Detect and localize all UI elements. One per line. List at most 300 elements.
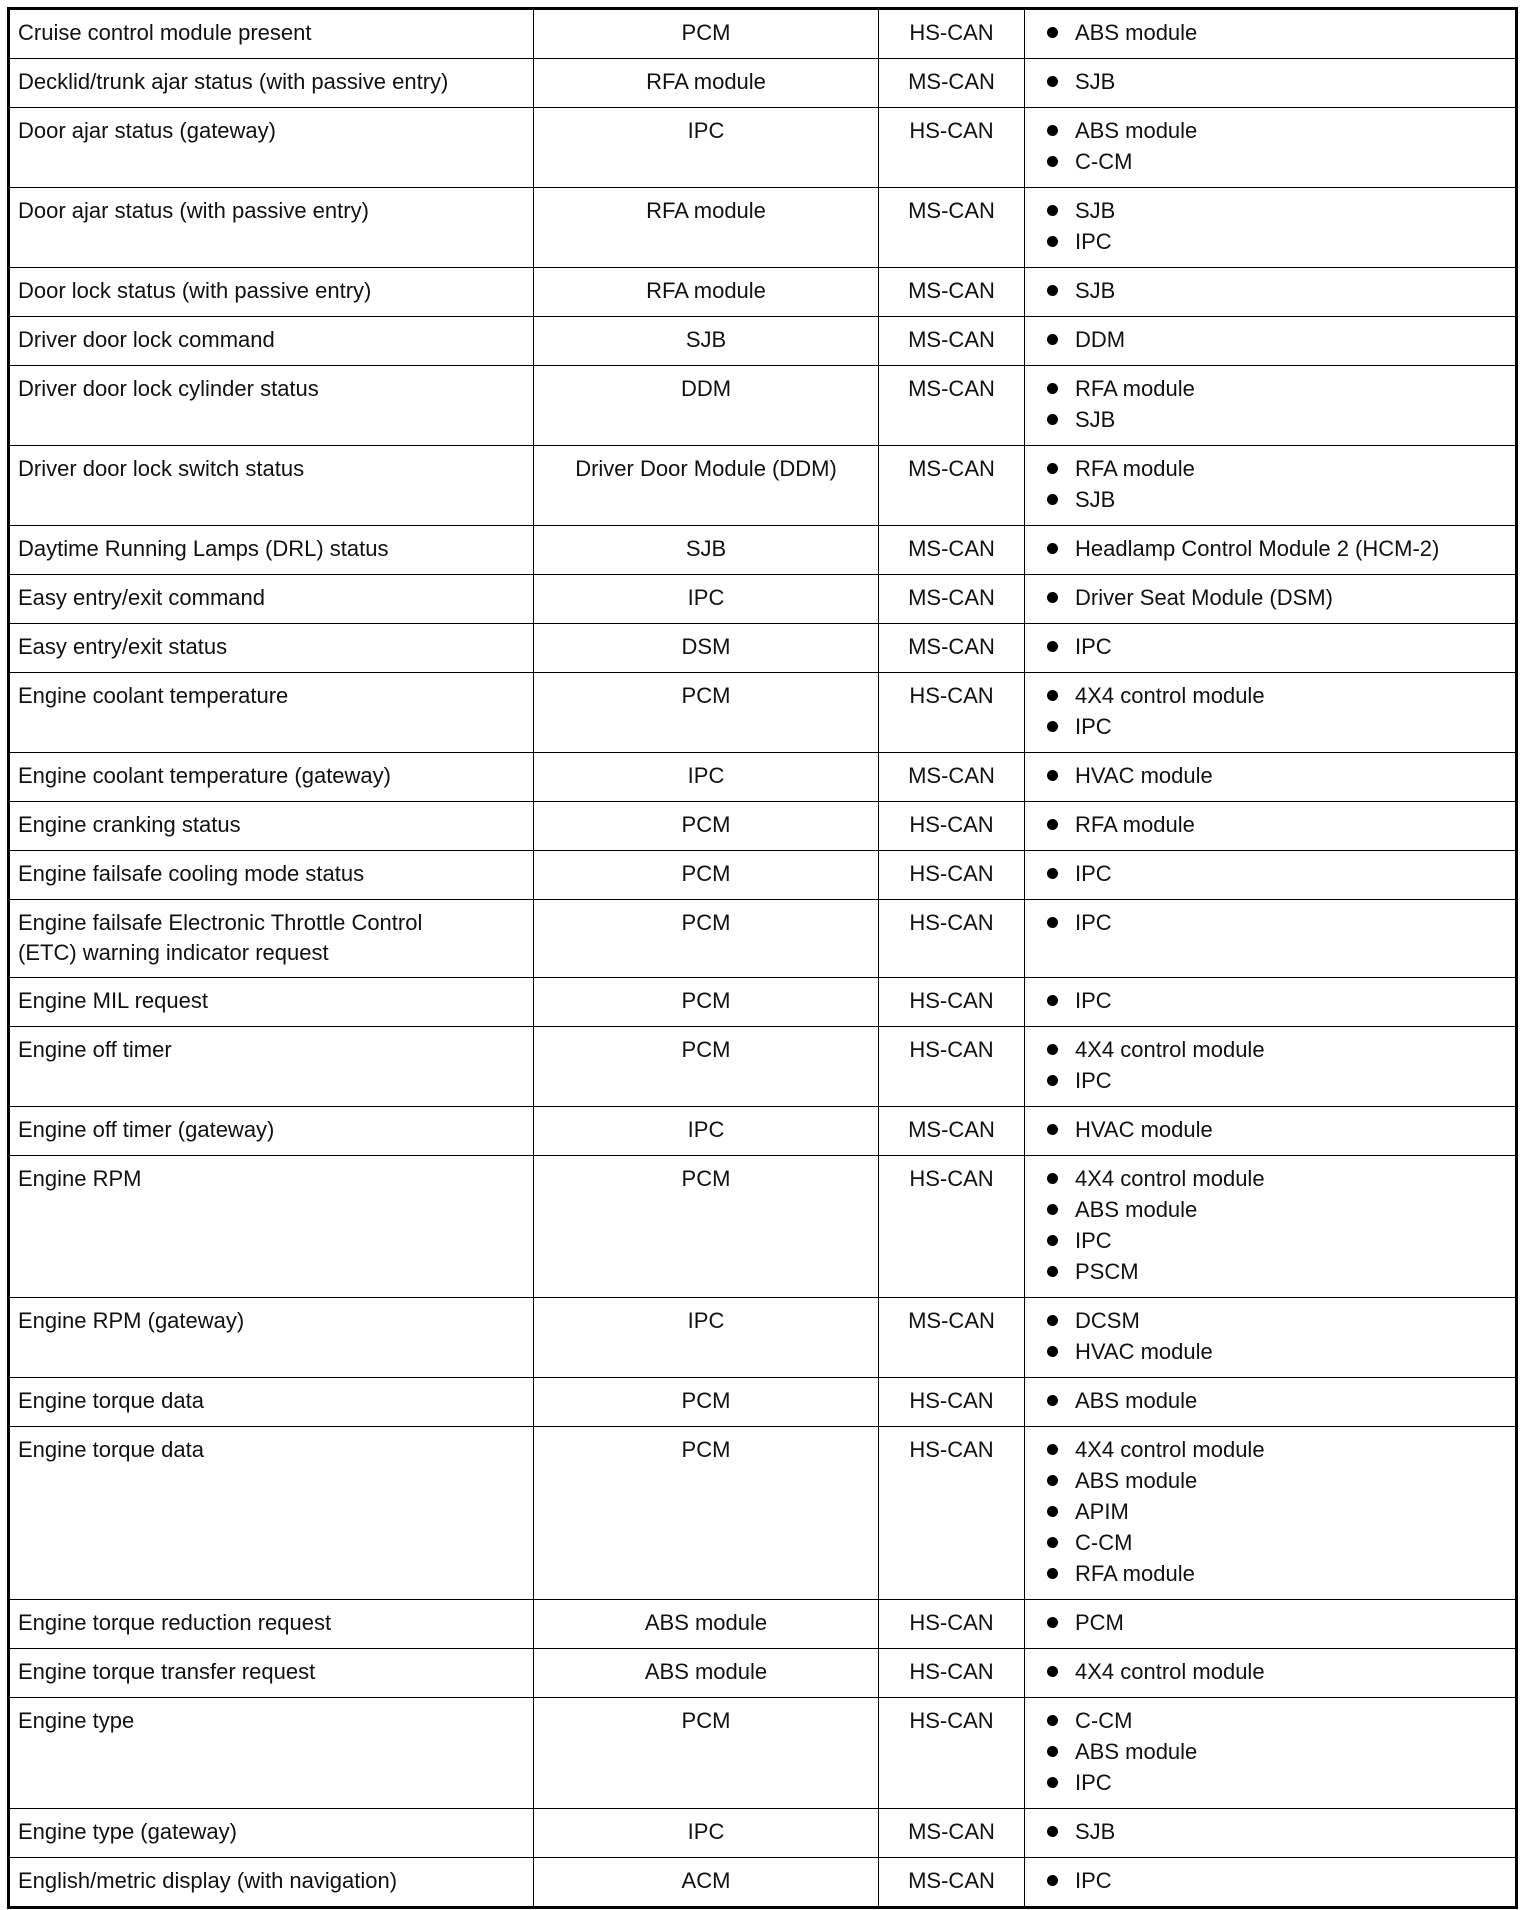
- bullet-icon: [1047, 868, 1058, 879]
- message-cell: Cruise control module present: [9, 9, 534, 59]
- network-cell: MS-CAN: [879, 1298, 1025, 1378]
- receiver-label: 4X4 control module: [1075, 1037, 1265, 1062]
- transmitter-cell: PCM: [534, 1027, 879, 1107]
- receivers-cell: [1025, 526, 1517, 575]
- network-cell: HS-CAN: [879, 9, 1025, 59]
- receiver-label: 4X4 control module: [1075, 1166, 1265, 1191]
- receivers-cell: [1025, 753, 1517, 802]
- receiver-item: [1045, 194, 1507, 227]
- network-cell: HS-CAN: [879, 900, 1025, 978]
- receiver-item: [1045, 630, 1507, 663]
- message-cell: Driver door lock cylinder status: [9, 366, 534, 446]
- receiver-label: IPC: [1075, 988, 1112, 1013]
- network-cell: HS-CAN: [879, 1698, 1025, 1809]
- receiver-label: HVAC module: [1075, 763, 1213, 788]
- bullet-icon: [1047, 1346, 1058, 1357]
- receivers-cell: [1025, 575, 1517, 624]
- table-row: [9, 9, 1517, 59]
- bullet-icon: [1047, 156, 1058, 167]
- receiver-item: [1045, 759, 1507, 792]
- receiver-label: RFA module: [1075, 812, 1195, 837]
- bullet-icon: [1047, 1266, 1058, 1277]
- receiver-item: [1045, 1033, 1507, 1066]
- network-cell: HS-CAN: [879, 802, 1025, 851]
- receiver-label: IPC: [1075, 1068, 1112, 1093]
- bullet-icon: [1047, 463, 1058, 474]
- transmitter-cell: IPC: [534, 1809, 879, 1858]
- receivers-cell: [1025, 1027, 1517, 1107]
- receiver-list: [1045, 1655, 1507, 1688]
- network-cell: MS-CAN: [879, 575, 1025, 624]
- table-row: [9, 900, 1517, 978]
- message-cell: Engine off timer (gateway): [9, 1107, 534, 1156]
- receivers-cell: [1025, 108, 1517, 188]
- table-row: [9, 1698, 1517, 1809]
- transmitter-cell: PCM: [534, 900, 879, 978]
- transmitter-cell: PCM: [534, 851, 879, 900]
- bullet-icon: [1047, 125, 1058, 136]
- message-cell: Engine cranking status: [9, 802, 534, 851]
- bullet-icon: [1047, 1235, 1058, 1246]
- bullet-icon: [1047, 917, 1058, 928]
- receiver-list: [1045, 323, 1507, 356]
- table-row: [9, 1156, 1517, 1298]
- transmitter-cell: PCM: [534, 1378, 879, 1427]
- receiver-item: [1045, 1304, 1507, 1337]
- message-cell: Engine RPM: [9, 1156, 534, 1298]
- bullet-icon: [1047, 1826, 1058, 1837]
- transmitter-cell: DSM: [534, 624, 879, 673]
- receiver-list: [1045, 1162, 1507, 1288]
- receivers-cell: [1025, 624, 1517, 673]
- message-cell: Engine coolant temperature (gateway): [9, 753, 534, 802]
- receiver-list: [1045, 1433, 1507, 1590]
- receiver-item: [1045, 984, 1507, 1017]
- message-cell: Engine torque data: [9, 1378, 534, 1427]
- bullet-icon: [1047, 690, 1058, 701]
- receiver-item: [1045, 225, 1507, 258]
- table-row: [9, 624, 1517, 673]
- receiver-item: [1045, 323, 1507, 356]
- receiver-list: [1045, 65, 1507, 98]
- message-cell: [9, 900, 534, 978]
- receiver-item: [1045, 65, 1507, 98]
- receiver-label: DDM: [1075, 327, 1126, 352]
- transmitter-cell: PCM: [534, 1698, 879, 1809]
- message-cell: Daytime Running Lamps (DRL) status: [9, 526, 534, 575]
- receivers-cell: [1025, 1107, 1517, 1156]
- message-cell: Engine type (gateway): [9, 1809, 534, 1858]
- table-body: [9, 9, 1517, 1908]
- receiver-item: [1045, 1735, 1507, 1768]
- table-row: [9, 108, 1517, 188]
- receiver-label: IPC: [1075, 714, 1112, 739]
- table-row: [9, 446, 1517, 526]
- receivers-cell: [1025, 317, 1517, 366]
- receiver-label: ABS module: [1075, 1739, 1198, 1764]
- transmitter-cell: PCM: [534, 802, 879, 851]
- bullet-icon: [1047, 1746, 1058, 1757]
- receivers-cell: [1025, 1298, 1517, 1378]
- table-row: [9, 268, 1517, 317]
- receiver-label: SJB: [1075, 278, 1116, 303]
- bullet-icon: [1047, 641, 1058, 652]
- transmitter-cell: IPC: [534, 108, 879, 188]
- table-row: [9, 1427, 1517, 1600]
- message-cell: Engine MIL request: [9, 978, 534, 1027]
- transmitter-cell: IPC: [534, 1107, 879, 1156]
- receiver-item: [1045, 483, 1507, 516]
- receiver-label: ABS module: [1075, 1468, 1198, 1493]
- network-cell: MS-CAN: [879, 59, 1025, 108]
- network-cell: HS-CAN: [879, 1427, 1025, 1600]
- receiver-list: [1045, 532, 1507, 565]
- receiver-list: [1045, 1113, 1507, 1146]
- receiver-item: [1045, 145, 1507, 178]
- transmitter-cell: RFA module: [534, 59, 879, 108]
- table-row: [9, 1378, 1517, 1427]
- bullet-icon: [1047, 1044, 1058, 1055]
- table-row: [9, 673, 1517, 753]
- message-cell: Easy entry/exit status: [9, 624, 534, 673]
- bullet-icon: [1047, 1875, 1058, 1886]
- receiver-label: SJB: [1075, 69, 1116, 94]
- receivers-cell: [1025, 851, 1517, 900]
- receiver-label: RFA module: [1075, 376, 1195, 401]
- transmitter-cell: RFA module: [534, 188, 879, 268]
- receiver-label: IPC: [1075, 910, 1112, 935]
- bullet-icon: [1047, 285, 1058, 296]
- receivers-cell: [1025, 9, 1517, 59]
- receiver-item: [1045, 1557, 1507, 1590]
- message-cell: Driver door lock switch status: [9, 446, 534, 526]
- receiver-item: [1045, 906, 1507, 939]
- bullet-icon: [1047, 1444, 1058, 1455]
- receiver-list: [1045, 1304, 1507, 1368]
- receiver-list: [1045, 452, 1507, 516]
- bullet-icon: [1047, 1315, 1058, 1326]
- bullet-icon: [1047, 205, 1058, 216]
- message-cell: Engine torque transfer request: [9, 1649, 534, 1698]
- transmitter-cell: SJB: [534, 526, 879, 575]
- receivers-cell: [1025, 978, 1517, 1027]
- bullet-icon: [1047, 721, 1058, 732]
- receiver-label: ABS module: [1075, 1197, 1198, 1222]
- transmitter-cell: ACM: [534, 1858, 879, 1908]
- receiver-item: [1045, 1704, 1507, 1737]
- transmitter-cell: DDM: [534, 366, 879, 446]
- receiver-item: [1045, 532, 1507, 565]
- network-cell: HS-CAN: [879, 108, 1025, 188]
- bullet-icon: [1047, 1666, 1058, 1677]
- network-cell: MS-CAN: [879, 366, 1025, 446]
- receiver-item: [1045, 1113, 1507, 1146]
- network-cell: HS-CAN: [879, 978, 1025, 1027]
- receiver-item: [1045, 1433, 1507, 1466]
- network-message-table: [7, 7, 1518, 1909]
- transmitter-cell: PCM: [534, 1156, 879, 1298]
- table-row: [9, 753, 1517, 802]
- receiver-item: [1045, 1815, 1507, 1848]
- receivers-cell: [1025, 188, 1517, 268]
- receiver-item: [1045, 1255, 1507, 1288]
- receiver-label: Driver Seat Module (DSM): [1075, 585, 1333, 610]
- receiver-label: IPC: [1075, 861, 1112, 886]
- table-row: [9, 59, 1517, 108]
- receiver-item: [1045, 452, 1507, 485]
- receivers-cell: [1025, 1698, 1517, 1809]
- table-row: [9, 1298, 1517, 1378]
- receiver-label: PCM: [1075, 1610, 1124, 1635]
- receivers-cell: [1025, 446, 1517, 526]
- bullet-icon: [1047, 236, 1058, 247]
- network-cell: MS-CAN: [879, 753, 1025, 802]
- receiver-label: IPC: [1075, 1228, 1112, 1253]
- transmitter-cell: RFA module: [534, 268, 879, 317]
- table-row: [9, 317, 1517, 366]
- receiver-item: [1045, 857, 1507, 890]
- receivers-cell: [1025, 1858, 1517, 1908]
- receiver-list: [1045, 759, 1507, 792]
- receiver-list: [1045, 274, 1507, 307]
- network-cell: MS-CAN: [879, 1858, 1025, 1908]
- receiver-item: [1045, 403, 1507, 436]
- receiver-label: HVAC module: [1075, 1117, 1213, 1142]
- bullet-icon: [1047, 819, 1058, 830]
- receiver-label: DCSM: [1075, 1308, 1140, 1333]
- receiver-label: ABS module: [1075, 118, 1198, 143]
- receiver-list: [1045, 857, 1507, 890]
- receiver-item: [1045, 1162, 1507, 1195]
- receiver-item: [1045, 1224, 1507, 1257]
- table-row: [9, 366, 1517, 446]
- transmitter-cell: ABS module: [534, 1649, 879, 1698]
- receiver-list: [1045, 984, 1507, 1017]
- receiver-list: [1045, 114, 1507, 178]
- receiver-label: RFA module: [1075, 456, 1195, 481]
- receivers-cell: [1025, 366, 1517, 446]
- receiver-list: [1045, 630, 1507, 663]
- table-row: [9, 978, 1517, 1027]
- message-cell: Engine failsafe cooling mode status: [9, 851, 534, 900]
- table-row: [9, 1649, 1517, 1698]
- network-cell: MS-CAN: [879, 526, 1025, 575]
- network-cell: HS-CAN: [879, 673, 1025, 753]
- receiver-label: ABS module: [1075, 20, 1198, 45]
- table-row: [9, 1027, 1517, 1107]
- receiver-label: APIM: [1075, 1499, 1129, 1524]
- message-cell: Engine off timer: [9, 1027, 534, 1107]
- receiver-label: SJB: [1075, 407, 1116, 432]
- receiver-label: 4X4 control module: [1075, 1437, 1265, 1462]
- receivers-cell: [1025, 1378, 1517, 1427]
- table-row: [9, 1600, 1517, 1649]
- receiver-item: [1045, 1464, 1507, 1497]
- receiver-label: RFA module: [1075, 1561, 1195, 1586]
- bullet-icon: [1047, 1506, 1058, 1517]
- bullet-icon: [1047, 1204, 1058, 1215]
- transmitter-cell: PCM: [534, 673, 879, 753]
- bullet-icon: [1047, 592, 1058, 603]
- receiver-item: [1045, 1655, 1507, 1688]
- bullet-icon: [1047, 995, 1058, 1006]
- receivers-cell: [1025, 1600, 1517, 1649]
- receivers-cell: [1025, 59, 1517, 108]
- receiver-label: HVAC module: [1075, 1339, 1213, 1364]
- receiver-label: PSCM: [1075, 1259, 1139, 1284]
- table-row: [9, 526, 1517, 575]
- receivers-cell: [1025, 900, 1517, 978]
- receiver-label: 4X4 control module: [1075, 1659, 1265, 1684]
- network-cell: MS-CAN: [879, 188, 1025, 268]
- bullet-icon: [1047, 383, 1058, 394]
- receiver-label: IPC: [1075, 634, 1112, 659]
- transmitter-cell: IPC: [534, 753, 879, 802]
- transmitter-cell: PCM: [534, 9, 879, 59]
- bullet-icon: [1047, 1777, 1058, 1788]
- bullet-icon: [1047, 1715, 1058, 1726]
- receiver-list: [1045, 1384, 1507, 1417]
- message-cell: Door ajar status (gateway): [9, 108, 534, 188]
- bullet-icon: [1047, 76, 1058, 87]
- receiver-label: C-CM: [1075, 1530, 1133, 1555]
- bullet-icon: [1047, 770, 1058, 781]
- message-cell: Engine RPM (gateway): [9, 1298, 534, 1378]
- receiver-label: SJB: [1075, 1819, 1116, 1844]
- network-cell: HS-CAN: [879, 1378, 1025, 1427]
- network-cell: MS-CAN: [879, 446, 1025, 526]
- network-cell: MS-CAN: [879, 1107, 1025, 1156]
- receiver-label: IPC: [1075, 1770, 1112, 1795]
- receiver-list: [1045, 194, 1507, 258]
- receiver-item: [1045, 1526, 1507, 1559]
- receiver-list: [1045, 16, 1507, 49]
- bullet-icon: [1047, 1173, 1058, 1184]
- receiver-label: SJB: [1075, 487, 1116, 512]
- receiver-item: [1045, 1766, 1507, 1799]
- bullet-icon: [1047, 1475, 1058, 1486]
- message-cell: Engine coolant temperature: [9, 673, 534, 753]
- table-row: [9, 188, 1517, 268]
- bullet-icon: [1047, 27, 1058, 38]
- message-text-line: Engine failsafe Electronic Throttle Control: [18, 910, 423, 935]
- receiver-label: ABS module: [1075, 1388, 1198, 1413]
- message-text-line: (ETC) warning indicator request: [18, 940, 329, 965]
- bullet-icon: [1047, 494, 1058, 505]
- receiver-list: [1045, 808, 1507, 841]
- receiver-list: [1045, 1704, 1507, 1799]
- receivers-cell: [1025, 673, 1517, 753]
- receivers-cell: [1025, 1809, 1517, 1858]
- receivers-cell: [1025, 802, 1517, 851]
- bullet-icon: [1047, 1568, 1058, 1579]
- receiver-item: [1045, 114, 1507, 147]
- transmitter-cell: SJB: [534, 317, 879, 366]
- message-cell: Door lock status (with passive entry): [9, 268, 534, 317]
- network-cell: HS-CAN: [879, 1027, 1025, 1107]
- bullet-icon: [1047, 1124, 1058, 1135]
- receiver-item: [1045, 1384, 1507, 1417]
- receiver-item: [1045, 1495, 1507, 1528]
- receivers-cell: [1025, 1649, 1517, 1698]
- receiver-item: [1045, 1864, 1507, 1897]
- transmitter-cell: Driver Door Module (DDM): [534, 446, 879, 526]
- receiver-item: [1045, 710, 1507, 743]
- receivers-cell: [1025, 1427, 1517, 1600]
- network-cell: HS-CAN: [879, 1600, 1025, 1649]
- receiver-item: [1045, 1335, 1507, 1368]
- receiver-item: [1045, 1606, 1507, 1639]
- table-row: [9, 575, 1517, 624]
- receiver-list: [1045, 679, 1507, 743]
- receiver-label: SJB: [1075, 198, 1116, 223]
- network-cell: HS-CAN: [879, 1156, 1025, 1298]
- receiver-list: [1045, 1033, 1507, 1097]
- table-row: [9, 802, 1517, 851]
- message-cell: Driver door lock command: [9, 317, 534, 366]
- receiver-list: [1045, 1864, 1507, 1897]
- bullet-icon: [1047, 334, 1058, 345]
- receiver-label: C-CM: [1075, 149, 1133, 174]
- network-cell: HS-CAN: [879, 851, 1025, 900]
- bullet-icon: [1047, 543, 1058, 554]
- message-cell: Engine type: [9, 1698, 534, 1809]
- receiver-label: IPC: [1075, 1868, 1112, 1893]
- receiver-item: [1045, 372, 1507, 405]
- table-row: [9, 1858, 1517, 1908]
- receiver-label: C-CM: [1075, 1708, 1133, 1733]
- table-row: [9, 1809, 1517, 1858]
- receivers-cell: [1025, 268, 1517, 317]
- message-cell: Engine torque data: [9, 1427, 534, 1600]
- receiver-item: [1045, 16, 1507, 49]
- transmitter-cell: IPC: [534, 575, 879, 624]
- receiver-item: [1045, 679, 1507, 712]
- message-cell: Engine torque reduction request: [9, 1600, 534, 1649]
- bullet-icon: [1047, 1395, 1058, 1406]
- bullet-icon: [1047, 1617, 1058, 1628]
- receiver-list: [1045, 1815, 1507, 1848]
- message-cell: Decklid/trunk ajar status (with passive entry): [9, 59, 534, 108]
- receivers-cell: [1025, 1156, 1517, 1298]
- bullet-icon: [1047, 1537, 1058, 1548]
- transmitter-cell: PCM: [534, 1427, 879, 1600]
- bullet-icon: [1047, 414, 1058, 425]
- receiver-list: [1045, 372, 1507, 436]
- network-cell: MS-CAN: [879, 317, 1025, 366]
- message-cell: English/metric display (with navigation): [9, 1858, 534, 1908]
- receiver-list: [1045, 906, 1507, 939]
- receiver-label: 4X4 control module: [1075, 683, 1265, 708]
- receiver-list: [1045, 1606, 1507, 1639]
- table-row: [9, 1107, 1517, 1156]
- transmitter-cell: IPC: [534, 1298, 879, 1378]
- receiver-label: IPC: [1075, 229, 1112, 254]
- receiver-item: [1045, 274, 1507, 307]
- message-cell: Door ajar status (with passive entry): [9, 188, 534, 268]
- network-cell: MS-CAN: [879, 624, 1025, 673]
- receiver-label: Headlamp Control Module 2 (HCM-2): [1075, 536, 1440, 561]
- transmitter-cell: ABS module: [534, 1600, 879, 1649]
- network-cell: MS-CAN: [879, 1809, 1025, 1858]
- bullet-icon: [1047, 1075, 1058, 1086]
- receiver-item: [1045, 581, 1507, 614]
- receiver-item: [1045, 1064, 1507, 1097]
- receiver-item: [1045, 1193, 1507, 1226]
- receiver-item: [1045, 808, 1507, 841]
- network-cell: HS-CAN: [879, 1649, 1025, 1698]
- table-row: [9, 851, 1517, 900]
